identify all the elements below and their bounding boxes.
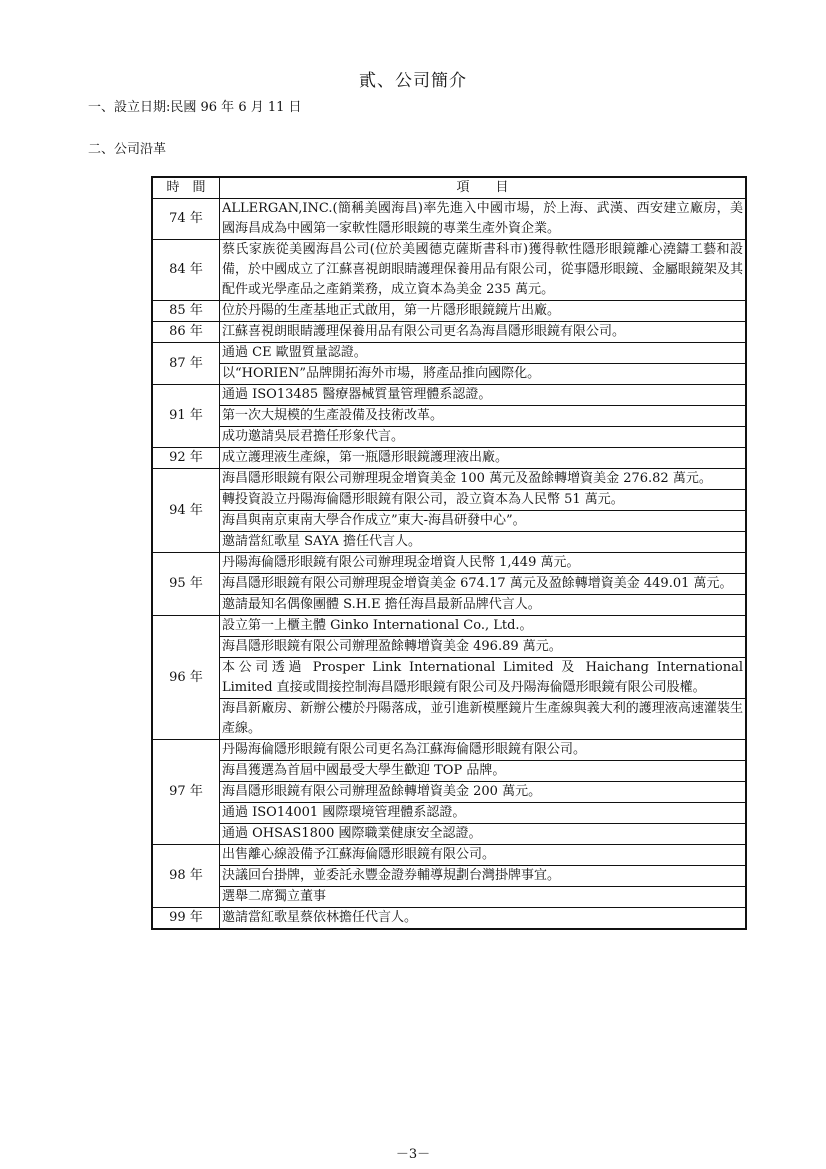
table-row [152, 511, 746, 532]
table-row [152, 532, 746, 553]
year-cell: 99 年 [152, 908, 220, 930]
table-row [152, 845, 746, 866]
table-row [152, 803, 746, 824]
item-cell: 江蘇喜視朗眼睛護理保養用品有限公司更名為海昌隱形眼鏡有限公司。 [220, 322, 747, 343]
item-cell: 海昌隱形眼鏡有限公司辦理盈餘轉增資美金 200 萬元。 [220, 782, 747, 803]
table-row [152, 364, 746, 385]
history-table-body [152, 199, 746, 930]
year-cell: 85 年 [152, 301, 220, 322]
year-cell: 95 年 [152, 553, 220, 616]
item-cell: 設立第一上櫃主體 Ginko International Co., Ltd.。 [220, 616, 747, 637]
item-cell: 通過 ISO14001 國際環境管理體系認證。 [220, 803, 747, 824]
item-cell: 丹陽海倫隱形眼鏡有限公司更名為江蘇海倫隱形眼鏡有限公司。 [220, 740, 747, 761]
item-cell: 成立護理液生產線，第一瓶隱形眼鏡護理液出廠。 [220, 448, 747, 469]
table-row [152, 322, 746, 343]
item-cell: 第一次大規模的生產設備及技術改革。 [220, 406, 747, 427]
item-cell: 以“HORIEN”品牌開拓海外市場，將產品推向國際化。 [220, 364, 747, 385]
table-row [152, 616, 746, 637]
year-cell: 74 年 [152, 199, 220, 240]
item-cell: 邀請最知名偶像團體 S.H.E 擔任海昌最新品牌代言人。 [220, 595, 747, 616]
item-cell: 本公司透過 Prosper Link International Limited 及 Haichang International Limited 直接或間接控制海昌隱形眼鏡有限公司及丹陽海倫隱形眼鏡有限公司股權。 [220, 658, 747, 699]
item-cell: 海昌隱形眼鏡有限公司辦理現金增資美金 100 萬元及盈餘轉增資美金 276.82 萬元。 [220, 469, 747, 490]
item-cell: 通過 ISO13485 醫療器械質量管理體系認證。 [220, 385, 747, 406]
year-cell: 87 年 [152, 343, 220, 385]
table-row [152, 887, 746, 908]
table-row [152, 824, 746, 845]
item-cell: 海昌隱形眼鏡有限公司辦理盈餘轉增資美金 496.89 萬元。 [220, 637, 747, 658]
table-row [152, 199, 746, 240]
item-cell: 丹陽海倫隱形眼鏡有限公司辦理現金增資人民幣 1,449 萬元。 [220, 553, 747, 574]
table-row [152, 385, 746, 406]
table-row [152, 866, 746, 887]
history-table [151, 176, 747, 930]
item-cell: 海昌獲選為首屆中國最受大學生歡迎 TOP 品牌。 [220, 761, 747, 782]
item-cell: 轉投資設立丹陽海倫隱形眼鏡有限公司，設立資本為人民幣 51 萬元。 [220, 490, 747, 511]
table-row [152, 658, 746, 699]
year-cell: 94 年 [152, 469, 220, 553]
table-row [152, 406, 746, 427]
year-cell: 91 年 [152, 385, 220, 448]
year-cell: 97 年 [152, 740, 220, 845]
table-row [152, 908, 746, 930]
table-row [152, 240, 746, 301]
item-cell: ALLERGAN,INC.(簡稱美國海昌)率先進入中國市場，於上海、武漢、西安建立廠房，美國海昌成為中國第一家軟性隱形眼鏡的專業生產外資企業。 [220, 199, 747, 240]
item-cell: 出售離心線設備予江蘇海倫隱形眼鏡有限公司。 [220, 845, 747, 866]
table-row [152, 782, 746, 803]
table-row [152, 761, 746, 782]
item-cell: 通過 OHSAS1800 國際職業健康安全認證。 [220, 824, 747, 845]
table-row [152, 699, 746, 740]
column-header-item: 項 目 [220, 177, 747, 199]
year-cell: 92 年 [152, 448, 220, 469]
page-number: －3－ [395, 1147, 431, 1162]
item-cell: 決議回台掛牌，並委託永豐金證券輔導規劃台灣掛牌事宜。 [220, 866, 747, 887]
table-header-row [152, 177, 746, 199]
table-row [152, 553, 746, 574]
item-cell: 邀請當紅歌星 SAYA 擔任代言人。 [220, 532, 747, 553]
table-row [152, 448, 746, 469]
history-heading: 二、公司沿革 [88, 142, 167, 157]
item-cell: 海昌新廠房、新辦公樓於丹陽落成，並引進新模壓鏡片生產線與義大利的護理液高速灌裝生產線。 [220, 699, 747, 740]
established-date: 一、設立日期:民國 96 年 6 月 11 日 [88, 100, 302, 115]
year-cell: 98 年 [152, 845, 220, 908]
year-cell: 96 年 [152, 616, 220, 740]
item-cell: 位於丹陽的生產基地正式啟用，第一片隱形眼鏡鏡片出廠。 [220, 301, 747, 322]
year-cell: 86 年 [152, 322, 220, 343]
item-cell: 通過 CE 歐盟質量認證。 [220, 343, 747, 364]
table-row [152, 740, 746, 761]
table-row [152, 574, 746, 595]
item-cell: 蔡氏家族從美國海昌公司(位於美國德克薩斯書科市)獲得軟性隱形眼鏡離心澆鑄工藝和設備，於中國成立了江蘇喜視朗眼睛護理保養用品有限公司，從事隱形眼鏡、金屬眼鏡架及其配件或光學產品之產銷業務，成立資本為美金 235 萬元。 [220, 240, 747, 301]
item-cell: 海昌隱形眼鏡有限公司辦理現金增資美金 674.17 萬元及盈餘轉增資美金 449.01 萬元。 [220, 574, 747, 595]
table-row [152, 637, 746, 658]
item-cell: 邀請當紅歌星蔡依林擔任代言人。 [220, 908, 747, 930]
table-row [152, 469, 746, 490]
year-cell: 84 年 [152, 240, 220, 301]
item-cell: 選舉二席獨立董事 [220, 887, 747, 908]
item-cell: 海昌與南京東南大學合作成立”東大-海昌研發中心”。 [220, 511, 747, 532]
column-header-time: 時 間 [152, 177, 220, 199]
table-row [152, 301, 746, 322]
table-row [152, 343, 746, 364]
table-row [152, 490, 746, 511]
table-row [152, 595, 746, 616]
table-row [152, 427, 746, 448]
page-title: 貳、公司簡介 [359, 71, 467, 91]
item-cell: 成功邀請吳辰君擔任形象代言。 [220, 427, 747, 448]
